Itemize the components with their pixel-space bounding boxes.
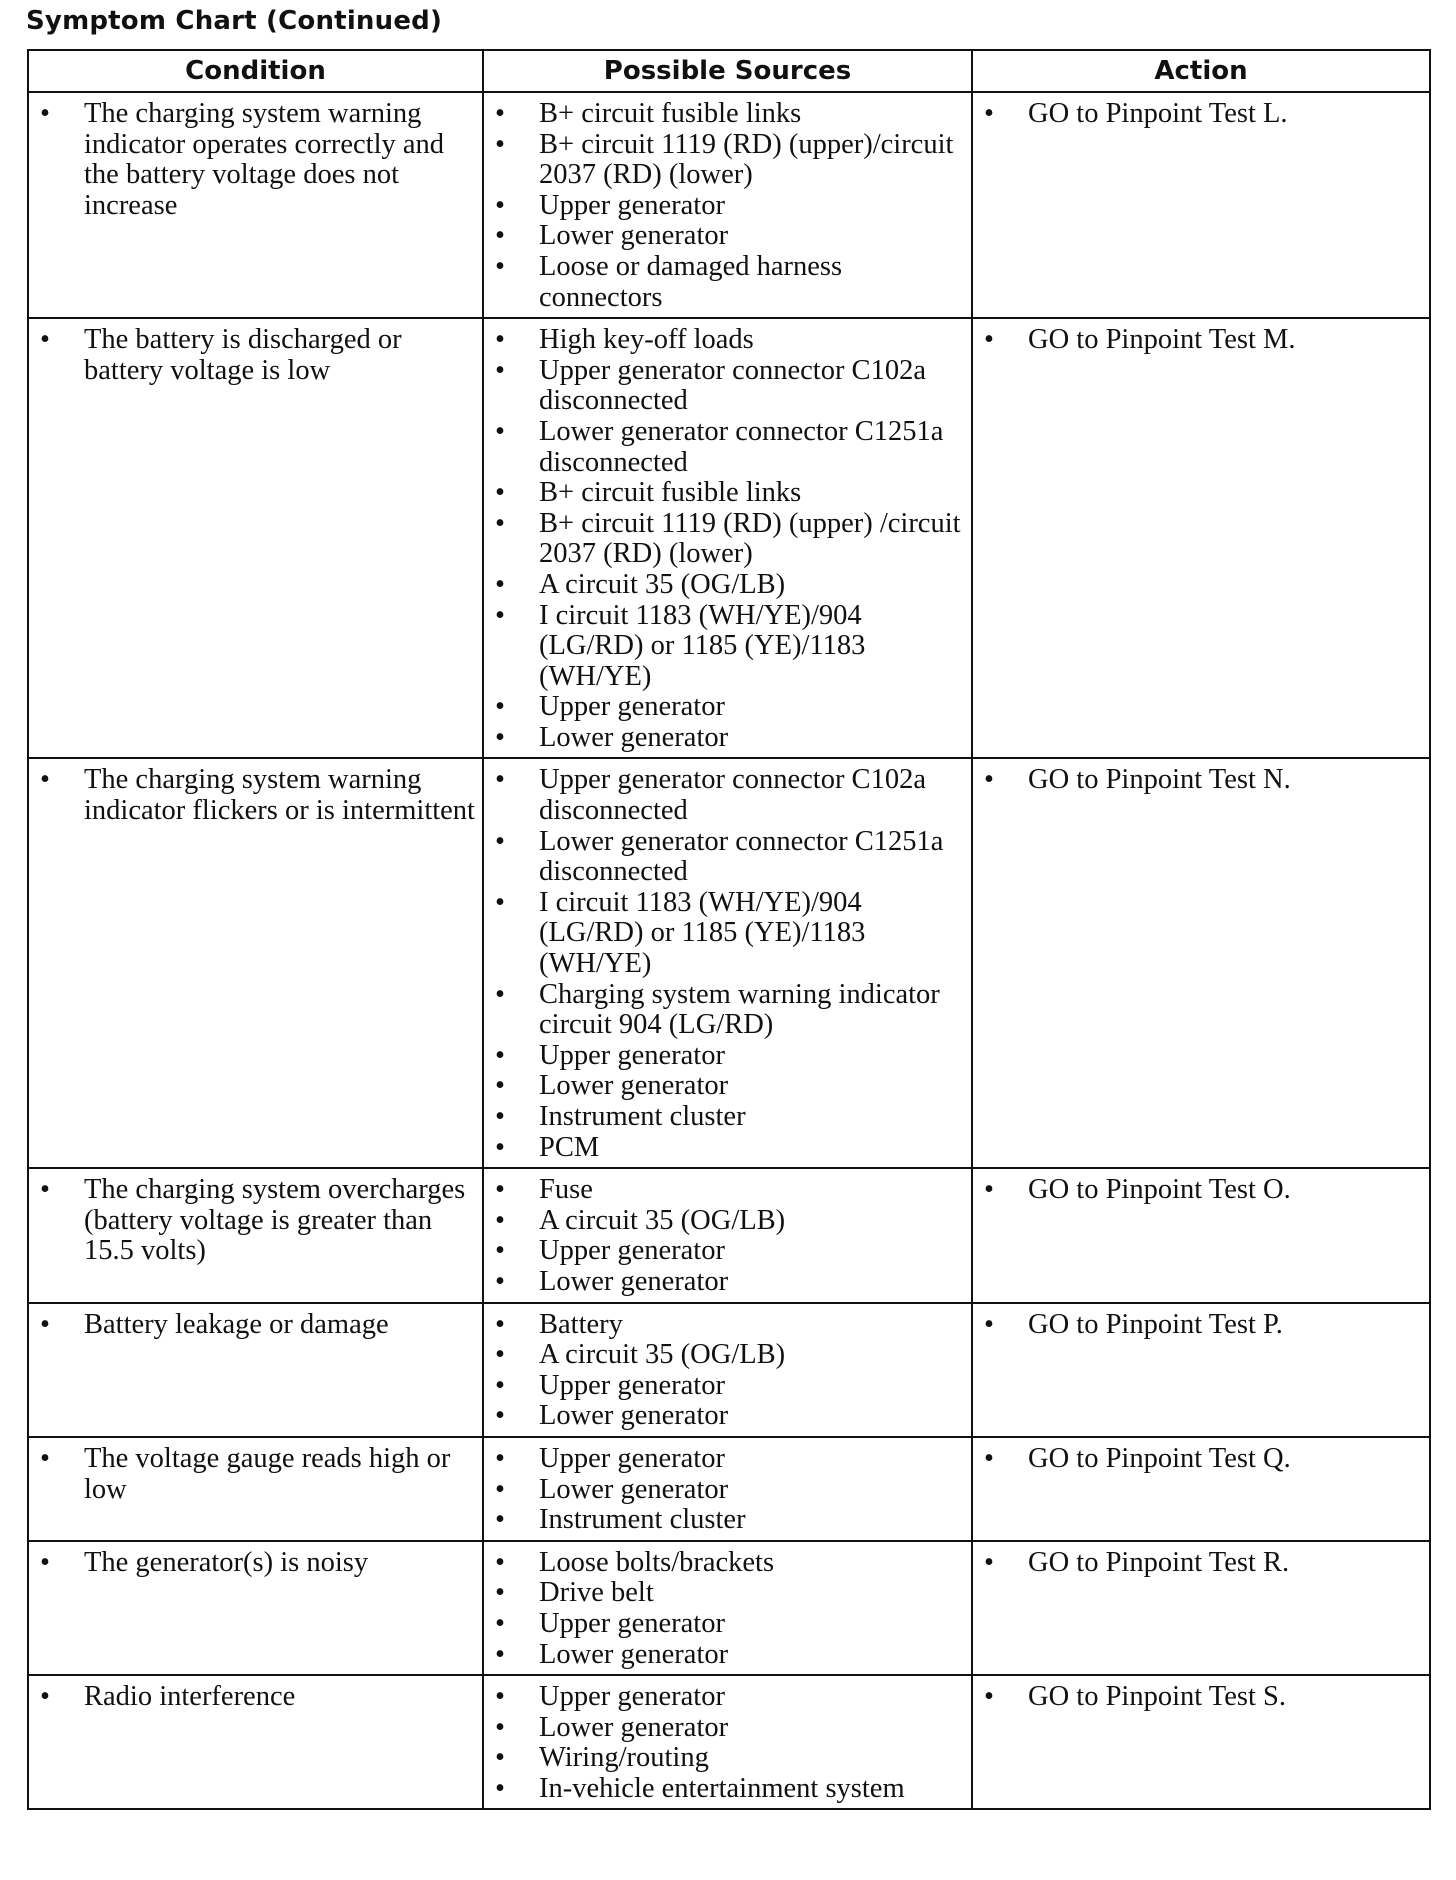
header-condition: Condition	[28, 50, 483, 92]
source-item: • Upper generator	[484, 1609, 967, 1640]
source-item: • Wiring/routing	[484, 1743, 967, 1774]
condition-cell	[28, 1303, 483, 1437]
possible-sources-cell	[483, 1541, 972, 1675]
table-row	[28, 758, 1430, 1168]
source-item: • Lower generator	[484, 1475, 967, 1506]
possible-sources-cell	[483, 92, 972, 318]
source-item: • Charging system warning indicator circuit 904 (LG/RD)	[484, 980, 967, 1041]
condition-cell	[28, 1437, 483, 1541]
condition-list	[29, 1542, 482, 1583]
possible-sources-list	[484, 1304, 971, 1436]
possible-sources-cell	[483, 1168, 972, 1302]
source-item: • High key-off loads	[484, 325, 967, 356]
action-cell	[972, 1541, 1430, 1675]
source-item: • Instrument cluster	[484, 1505, 967, 1536]
possible-sources-cell	[483, 1675, 972, 1809]
source-item: • A circuit 35 (OG/LB)	[484, 570, 967, 601]
pinpoint-test-reference: • GO to Pinpoint Test O.	[973, 1175, 1425, 1206]
source-item: • I circuit 1183 (WH/YE)/904 (LG/RD) or 1185 (YE)/1183 (WH/YE)	[484, 888, 967, 980]
condition-list	[29, 1169, 482, 1271]
action-cell	[972, 92, 1430, 318]
action-cell	[972, 1303, 1430, 1437]
source-item: • Fuse	[484, 1175, 967, 1206]
source-item: • Upper generator	[484, 1236, 967, 1267]
source-item: • PCM	[484, 1133, 967, 1164]
source-item: • In-vehicle entertainment system	[484, 1774, 967, 1805]
action-list	[973, 1169, 1429, 1210]
source-item: • Battery	[484, 1310, 967, 1341]
pinpoint-test-reference: • GO to Pinpoint Test S.	[973, 1682, 1425, 1713]
table-row	[28, 1541, 1430, 1675]
source-item: • Upper generator	[484, 1444, 967, 1475]
source-item: • Lower generator	[484, 1071, 967, 1102]
possible-sources-list	[484, 1438, 971, 1540]
action-list	[973, 1542, 1429, 1583]
source-item: • Upper generator	[484, 191, 967, 222]
source-item: • Lower generator	[484, 1401, 967, 1432]
header-possible-sources: Possible Sources	[483, 50, 972, 92]
source-item: • A circuit 35 (OG/LB)	[484, 1206, 967, 1237]
table-row	[28, 92, 1430, 318]
action-list	[973, 1304, 1429, 1345]
source-item: • B+ circuit fusible links	[484, 99, 967, 130]
source-item: • Instrument cluster	[484, 1102, 967, 1133]
source-item: • Lower generator connector C1251a disconnected	[484, 417, 967, 478]
pinpoint-test-reference: • GO to Pinpoint Test P.	[973, 1310, 1425, 1341]
condition-text: • The battery is discharged or battery voltage is low	[29, 325, 478, 386]
condition-cell	[28, 1541, 483, 1675]
pinpoint-test-reference: • GO to Pinpoint Test L.	[973, 99, 1425, 130]
condition-list	[29, 1438, 482, 1509]
possible-sources-list	[484, 1676, 971, 1808]
source-item: • Lower generator	[484, 1713, 967, 1744]
condition-text: • The voltage gauge reads high or low	[29, 1444, 478, 1505]
condition-list	[29, 1304, 482, 1345]
table-row	[28, 318, 1430, 758]
action-list	[973, 319, 1429, 360]
source-item: • Drive belt	[484, 1578, 967, 1609]
possible-sources-cell	[483, 1437, 972, 1541]
action-list	[973, 1676, 1429, 1717]
source-item: • Lower generator connector C1251a disconnected	[484, 827, 967, 888]
table-row	[28, 1303, 1430, 1437]
action-cell	[972, 758, 1430, 1168]
source-item: • Upper generator	[484, 1041, 967, 1072]
condition-text: • The generator(s) is noisy	[29, 1548, 478, 1579]
source-item: • B+ circuit fusible links	[484, 478, 967, 509]
action-list	[973, 93, 1429, 134]
condition-list	[29, 759, 482, 830]
source-item: • Upper generator	[484, 1371, 967, 1402]
condition-text: • Battery leakage or damage	[29, 1310, 478, 1341]
header-action: Action	[972, 50, 1430, 92]
possible-sources-list	[484, 759, 971, 1167]
condition-list	[29, 93, 482, 225]
pinpoint-test-reference: • GO to Pinpoint Test Q.	[973, 1444, 1425, 1475]
condition-list	[29, 319, 482, 390]
source-item: • Loose or damaged harness connectors	[484, 252, 967, 313]
possible-sources-cell	[483, 1303, 972, 1437]
possible-sources-list	[484, 319, 971, 757]
action-list	[973, 1438, 1429, 1479]
condition-cell	[28, 1168, 483, 1302]
table-row	[28, 1675, 1430, 1809]
condition-cell	[28, 758, 483, 1168]
possible-sources-list	[484, 1169, 971, 1301]
source-item: • A circuit 35 (OG/LB)	[484, 1340, 967, 1371]
symptom-chart-table	[27, 49, 1431, 1810]
source-item: • Upper generator	[484, 1682, 967, 1713]
source-item: • I circuit 1183 (WH/YE)/904 (LG/RD) or 1185 (YE)/1183 (WH/YE)	[484, 601, 967, 693]
condition-text: • The charging system overcharges (battery voltage is greater than 15.5 volts)	[29, 1175, 478, 1267]
possible-sources-cell	[483, 318, 972, 758]
pinpoint-test-reference: • GO to Pinpoint Test N.	[973, 765, 1425, 796]
possible-sources-list	[484, 1542, 971, 1674]
source-item: • Upper generator connector C102a disconnected	[484, 765, 967, 826]
source-item: • Upper generator connector C102a disconnected	[484, 356, 967, 417]
condition-cell	[28, 92, 483, 318]
table-row	[28, 1168, 1430, 1302]
condition-text: • The charging system warning indicator operates correctly and the battery voltage does not increase	[29, 99, 478, 221]
condition-cell	[28, 1675, 483, 1809]
action-cell	[972, 1675, 1430, 1809]
source-item: • B+ circuit 1119 (RD) (upper)/circuit 2037 (RD) (lower)	[484, 130, 967, 191]
source-item: • Upper generator	[484, 692, 967, 723]
action-list	[973, 759, 1429, 800]
source-item: • Lower generator	[484, 221, 967, 252]
pinpoint-test-reference: • GO to Pinpoint Test R.	[973, 1548, 1425, 1579]
source-item: • B+ circuit 1119 (RD) (upper) /circuit 2037 (RD) (lower)	[484, 509, 967, 570]
header-row	[28, 50, 1430, 92]
page-title: Symptom Chart (Continued)	[26, 6, 443, 36]
condition-text: • The charging system warning indicator flickers or is intermittent	[29, 765, 478, 826]
possible-sources-cell	[483, 758, 972, 1168]
action-cell	[972, 1168, 1430, 1302]
source-item: • Lower generator	[484, 1640, 967, 1671]
action-cell	[972, 1437, 1430, 1541]
action-cell	[972, 318, 1430, 758]
table-row	[28, 1437, 1430, 1541]
condition-cell	[28, 318, 483, 758]
pinpoint-test-reference: • GO to Pinpoint Test M.	[973, 325, 1425, 356]
source-item: • Loose bolts/brackets	[484, 1548, 967, 1579]
condition-list	[29, 1676, 482, 1717]
source-item: • Lower generator	[484, 723, 967, 754]
condition-text: • Radio interference	[29, 1682, 478, 1713]
possible-sources-list	[484, 93, 971, 317]
source-item: • Lower generator	[484, 1267, 967, 1298]
